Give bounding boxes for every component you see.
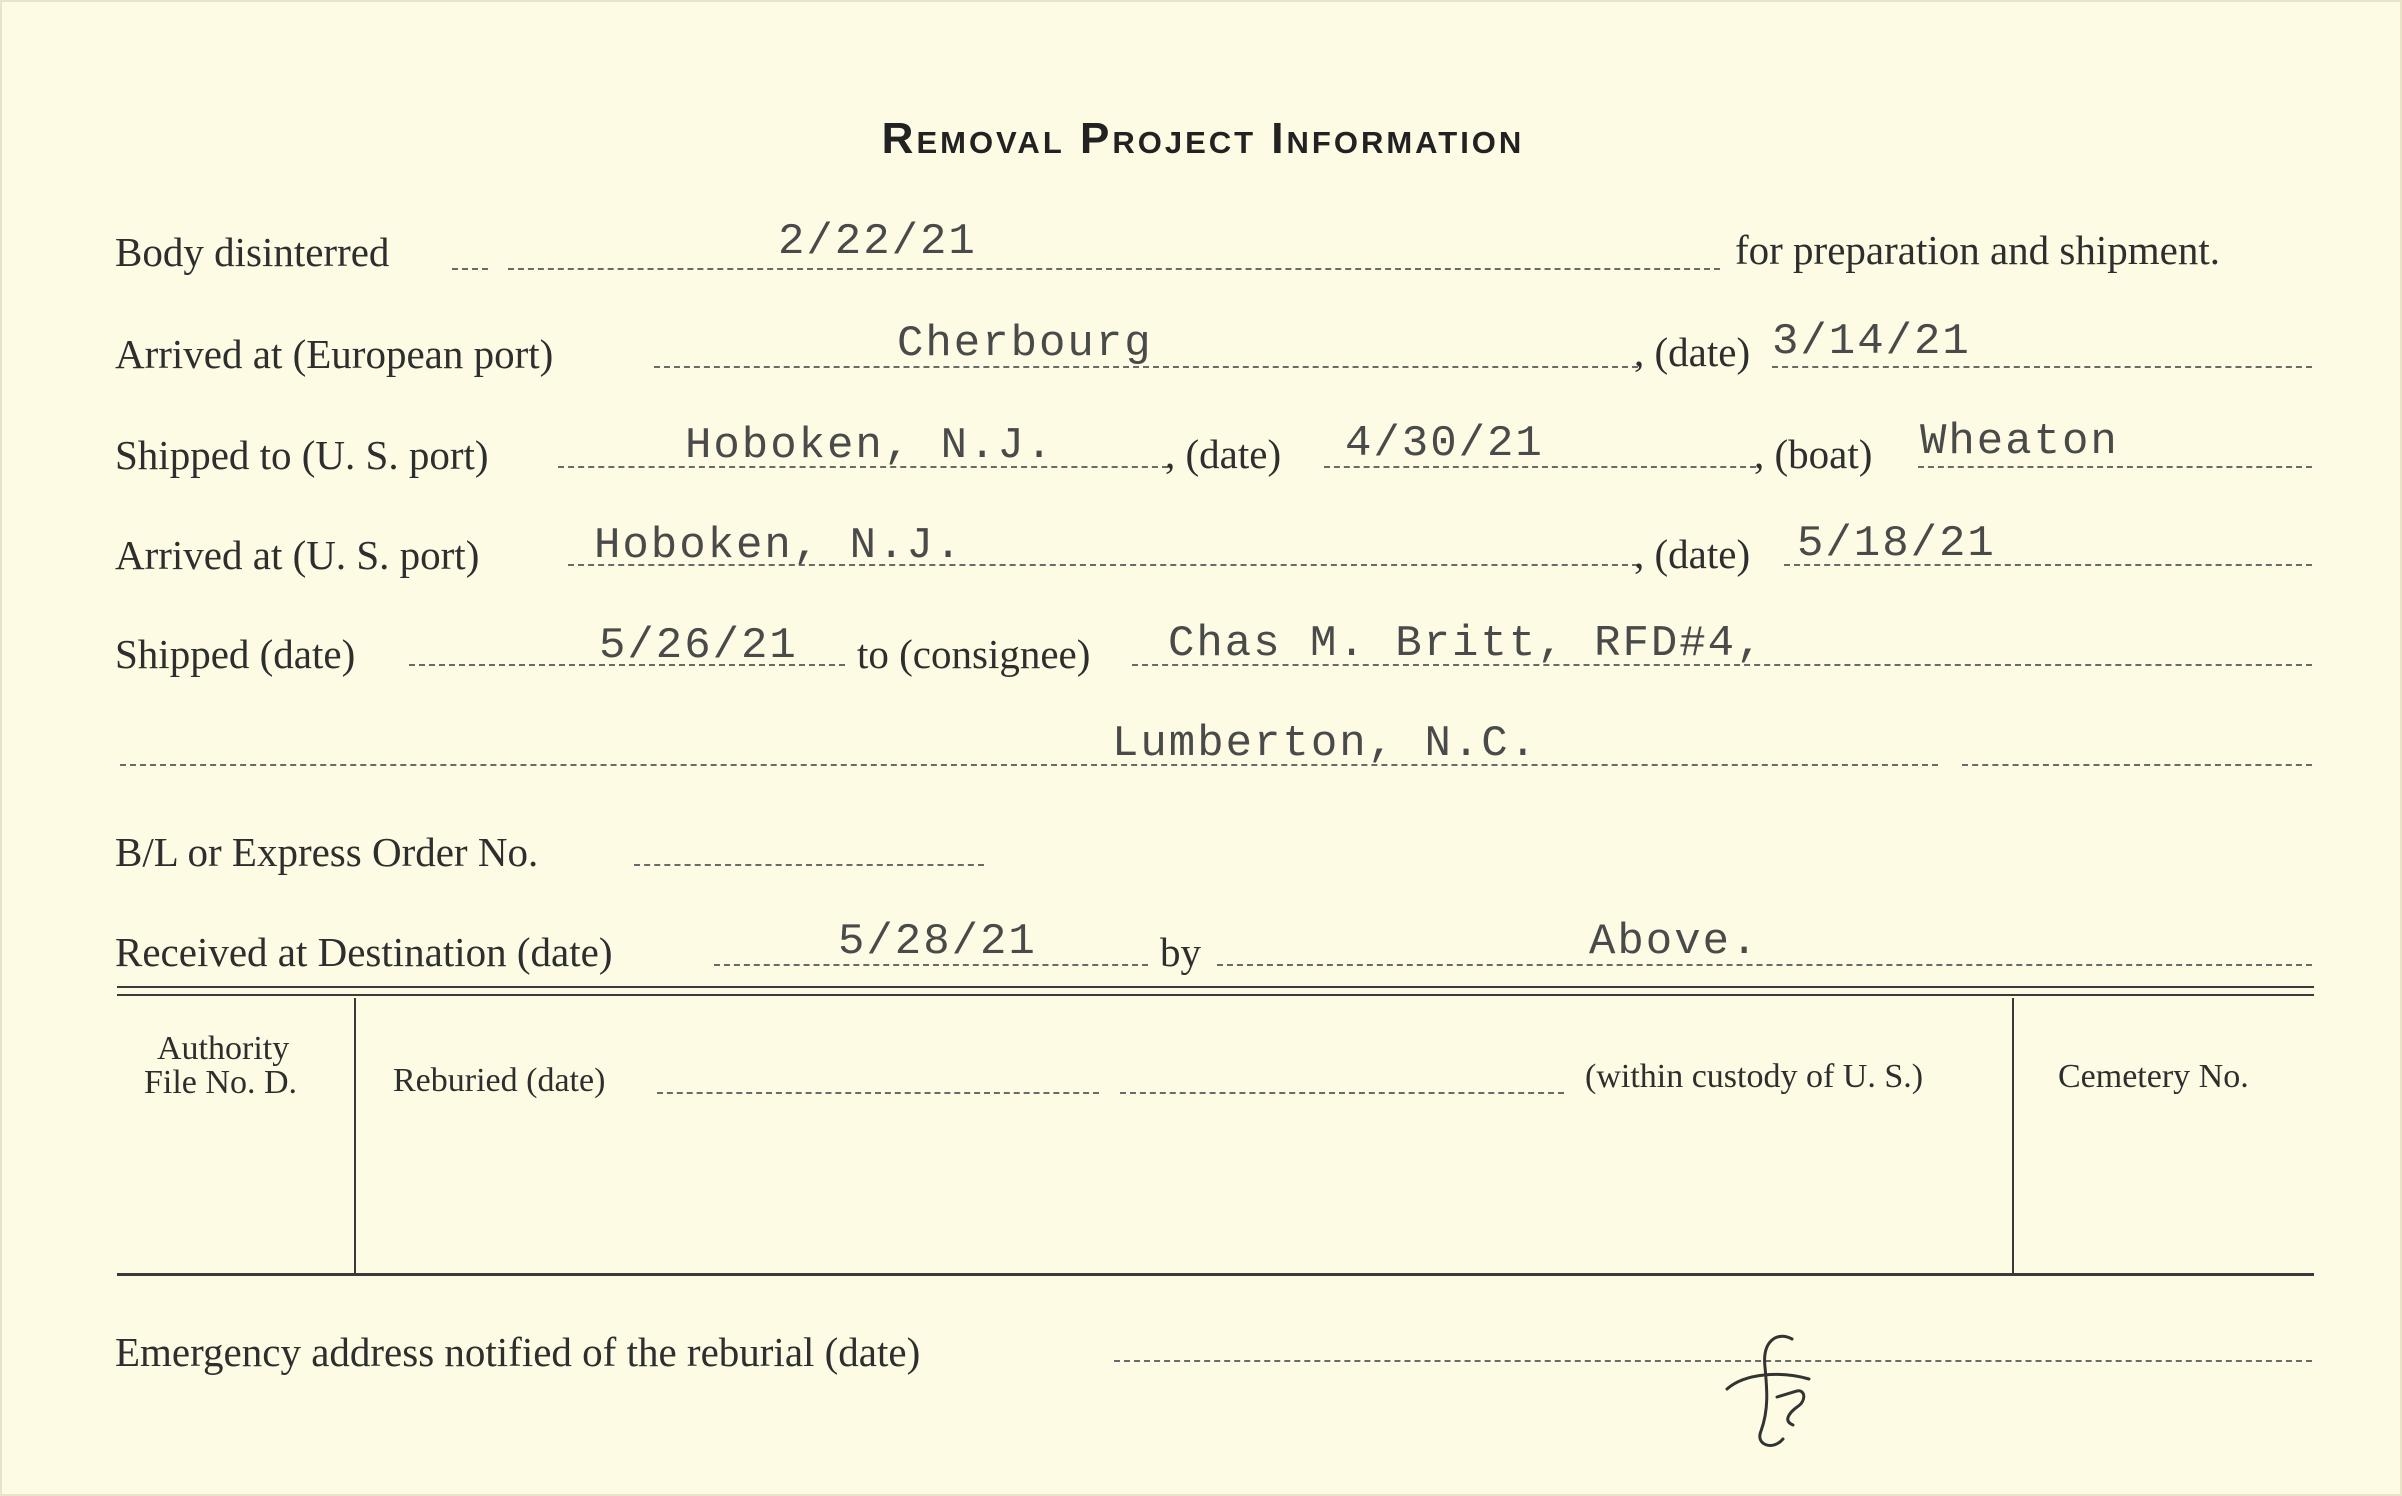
- shipped-us-date-label: , (date): [1165, 431, 1282, 477]
- consignee-line-2-end: [1962, 764, 2312, 766]
- divider-rule-bottom: [117, 994, 2314, 996]
- body-disinterred-date: 2/22/21: [778, 217, 977, 267]
- form-title: Removal Project Information: [881, 114, 1525, 163]
- shipped-us-boat-label: , (boat): [1754, 431, 1873, 477]
- consignee-line-2: [120, 764, 1938, 766]
- custody-label: (within custody of U. S.): [1585, 1058, 1924, 1095]
- emergency-label: Emergency address notified of the reburial (date): [115, 1329, 921, 1375]
- arrived-european-date: 3/14/21: [1772, 317, 1971, 367]
- shipped-us-port: Hoboken, N.J.: [685, 421, 1055, 471]
- reburied-line: [657, 1092, 1099, 1094]
- shipped-date-label: Shipped (date): [115, 631, 356, 677]
- emergency-line: [1114, 1360, 2312, 1362]
- shipped-us-date: 4/30/21: [1345, 419, 1544, 469]
- shipped-us-boat: Wheaton: [1920, 417, 2119, 467]
- received-date: 5/28/21: [838, 917, 1037, 967]
- arrived-us-date: 5/18/21: [1797, 519, 1996, 569]
- received-label: Received at Destination (date): [115, 929, 613, 975]
- bl-order-line: [634, 864, 984, 866]
- leader-line: [452, 268, 488, 270]
- consignee-name: Chas M. Britt, RFD#4,: [1168, 619, 1765, 669]
- cemetery-label: Cemetery No.: [2058, 1058, 2249, 1095]
- body-disinterred-label: Body disinterred: [115, 229, 390, 275]
- arrived-european-port: Cherbourg: [897, 319, 1153, 369]
- reburied-line-2: [1120, 1092, 1564, 1094]
- arrived-us-port: Hoboken, N.J.: [594, 521, 964, 571]
- consignee-label: to (consignee): [857, 631, 1091, 677]
- body-disinterred-suffix: for preparation and shipment.: [1735, 227, 2221, 273]
- arrived-us-date-label: , (date): [1634, 531, 1751, 577]
- arrived-european-date-label: , (date): [1634, 329, 1751, 375]
- box-divider-left: [354, 998, 356, 1273]
- reburied-label: Reburied (date): [393, 1062, 606, 1099]
- box-bottom-rule: [117, 1273, 2314, 1276]
- received-by-label: by: [1160, 929, 1201, 975]
- received-by: Above.: [1589, 917, 1760, 967]
- handwritten-initials: [1717, 1327, 1837, 1457]
- arrived-us-label: Arrived at (U. S. port): [115, 532, 480, 578]
- shipped-us-label: Shipped to (U. S. port): [115, 432, 489, 478]
- received-by-line: [1217, 964, 2312, 966]
- box-divider-right: [2012, 998, 2014, 1273]
- divider-rule-top: [117, 986, 2314, 988]
- consignee-address: Lumberton, N.C.: [1112, 719, 1539, 769]
- authority-label: Authority: [157, 1030, 290, 1067]
- arrived-european-label: Arrived at (European port): [115, 331, 554, 377]
- body-disinterred-line: [508, 268, 1720, 270]
- bl-order-label: B/L or Express Order No.: [115, 829, 539, 875]
- file-no-label: File No. D.: [144, 1064, 297, 1101]
- shipped-date: 5/26/21: [599, 621, 798, 671]
